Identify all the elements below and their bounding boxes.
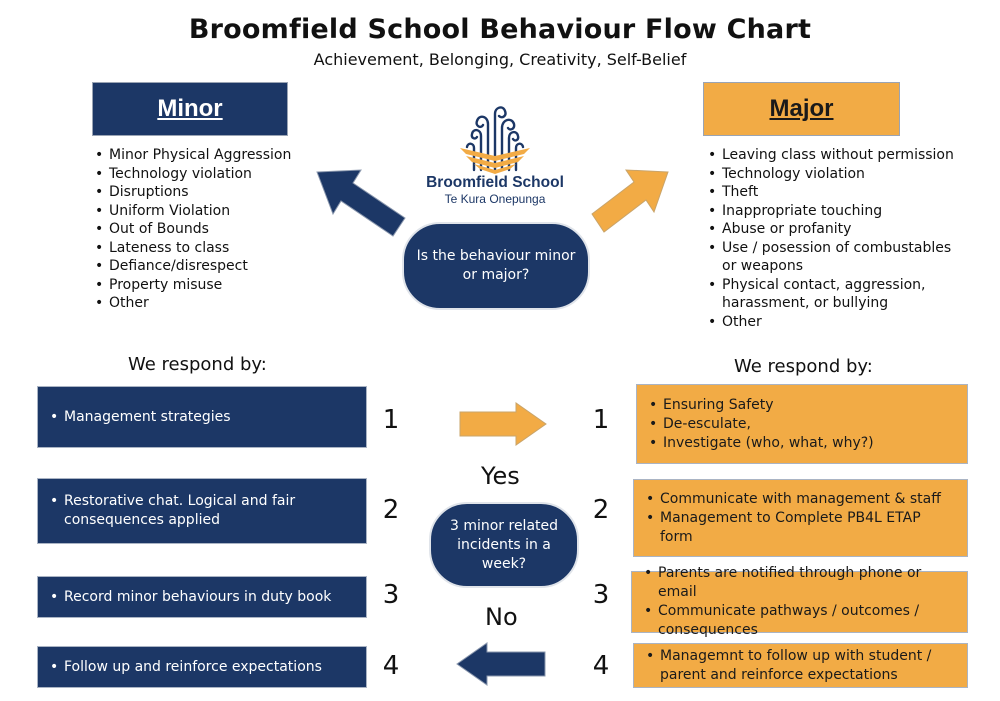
arrow-left-icon (455, 641, 547, 687)
list-item: • Managemnt to follow up with student / parent and reinforce expectations (644, 647, 957, 685)
list-item: • Physical contact, aggression, harassment, or bullying (706, 276, 966, 313)
step-number-left-1: 1 (382, 405, 400, 435)
list-item: • Technology violation (706, 165, 966, 184)
arrow-up-left-icon (315, 168, 407, 240)
list-item: • Communicate with management & staff (644, 490, 957, 509)
list-item: • Inappropriate touching (706, 202, 966, 221)
arrow-up-right-icon (590, 168, 670, 236)
major-step-3 (631, 565, 968, 638)
list-item: • Theft (706, 183, 966, 202)
list-item: • Restorative chat. Logical and fair consequences applied (48, 492, 356, 530)
minor-step-2 (37, 478, 367, 544)
minor-behaviour-list (93, 146, 323, 313)
list-item: • Other (706, 313, 966, 332)
step-number-right-2: 2 (592, 495, 610, 525)
list-item: • Other (93, 294, 323, 313)
respond-heading-minor: We respond by: (128, 354, 267, 375)
incidents-decision: 3 minor related incidents in a week? (429, 502, 579, 588)
major-behaviour-list (706, 146, 966, 331)
list-item: • Disruptions (93, 183, 323, 202)
logo-school-name: Broomfield School (426, 174, 564, 191)
list-item: • Out of Bounds (93, 220, 323, 239)
minor-step-4 (37, 646, 367, 688)
major-step-2 (633, 479, 968, 557)
list-item: • Ensuring Safety (647, 396, 874, 415)
step-number-left-2: 2 (382, 495, 400, 525)
arrow-right-icon (458, 401, 548, 447)
list-item: • Management strategies (48, 408, 231, 427)
list-item: • Leaving class without permission (706, 146, 966, 165)
list-item: • Communicate pathways / outcomes / consequences (642, 602, 957, 640)
major-step-1 (636, 384, 968, 464)
page-subtitle: Achievement, Belonging, Creativity, Self-Belief (313, 50, 687, 69)
yes-label: Yes (481, 462, 520, 490)
minor-step-3 (37, 576, 367, 618)
major-step-4 (633, 643, 968, 688)
step-number-right-1: 1 (592, 405, 610, 435)
minor-or-major-decision: Is the behaviour minor or major? (402, 222, 590, 310)
minor-step-1 (37, 386, 367, 448)
logo-school-subname: Te Kura Onepunga (444, 192, 546, 206)
page-title: Broomfield School Behaviour Flow Chart (188, 14, 812, 45)
step-number-left-4: 4 (382, 651, 400, 681)
list-item: • Uniform Violation (93, 202, 323, 221)
list-item: • Abuse or profanity (706, 220, 966, 239)
step-number-right-4: 4 (592, 651, 610, 681)
list-item: • Parents are notified through phone or email (642, 564, 957, 602)
list-item: • Management to Complete PB4L ETAP form (644, 509, 957, 547)
respond-heading-major: We respond by: (734, 356, 873, 377)
step-number-right-3: 3 (592, 580, 610, 610)
list-item: • Follow up and reinforce expectations (48, 658, 322, 677)
list-item: • Property misuse (93, 276, 323, 295)
list-item: • Lateness to class (93, 239, 323, 258)
step-number-left-3: 3 (382, 580, 400, 610)
list-item: • De-esculate, (647, 415, 874, 434)
no-label: No (485, 603, 518, 631)
list-item: • Investigate (who, what, why?) (647, 434, 874, 453)
list-item: • Minor Physical Aggression (93, 146, 323, 165)
minor-heading-box: Minor (92, 82, 288, 136)
list-item: • Use / posession of combustables or weapons (706, 239, 966, 276)
list-item: • Technology violation (93, 165, 323, 184)
list-item: • Record minor behaviours in duty book (48, 588, 331, 607)
list-item: • Defiance/disrespect (93, 257, 323, 276)
major-heading-box: Major (703, 82, 900, 136)
